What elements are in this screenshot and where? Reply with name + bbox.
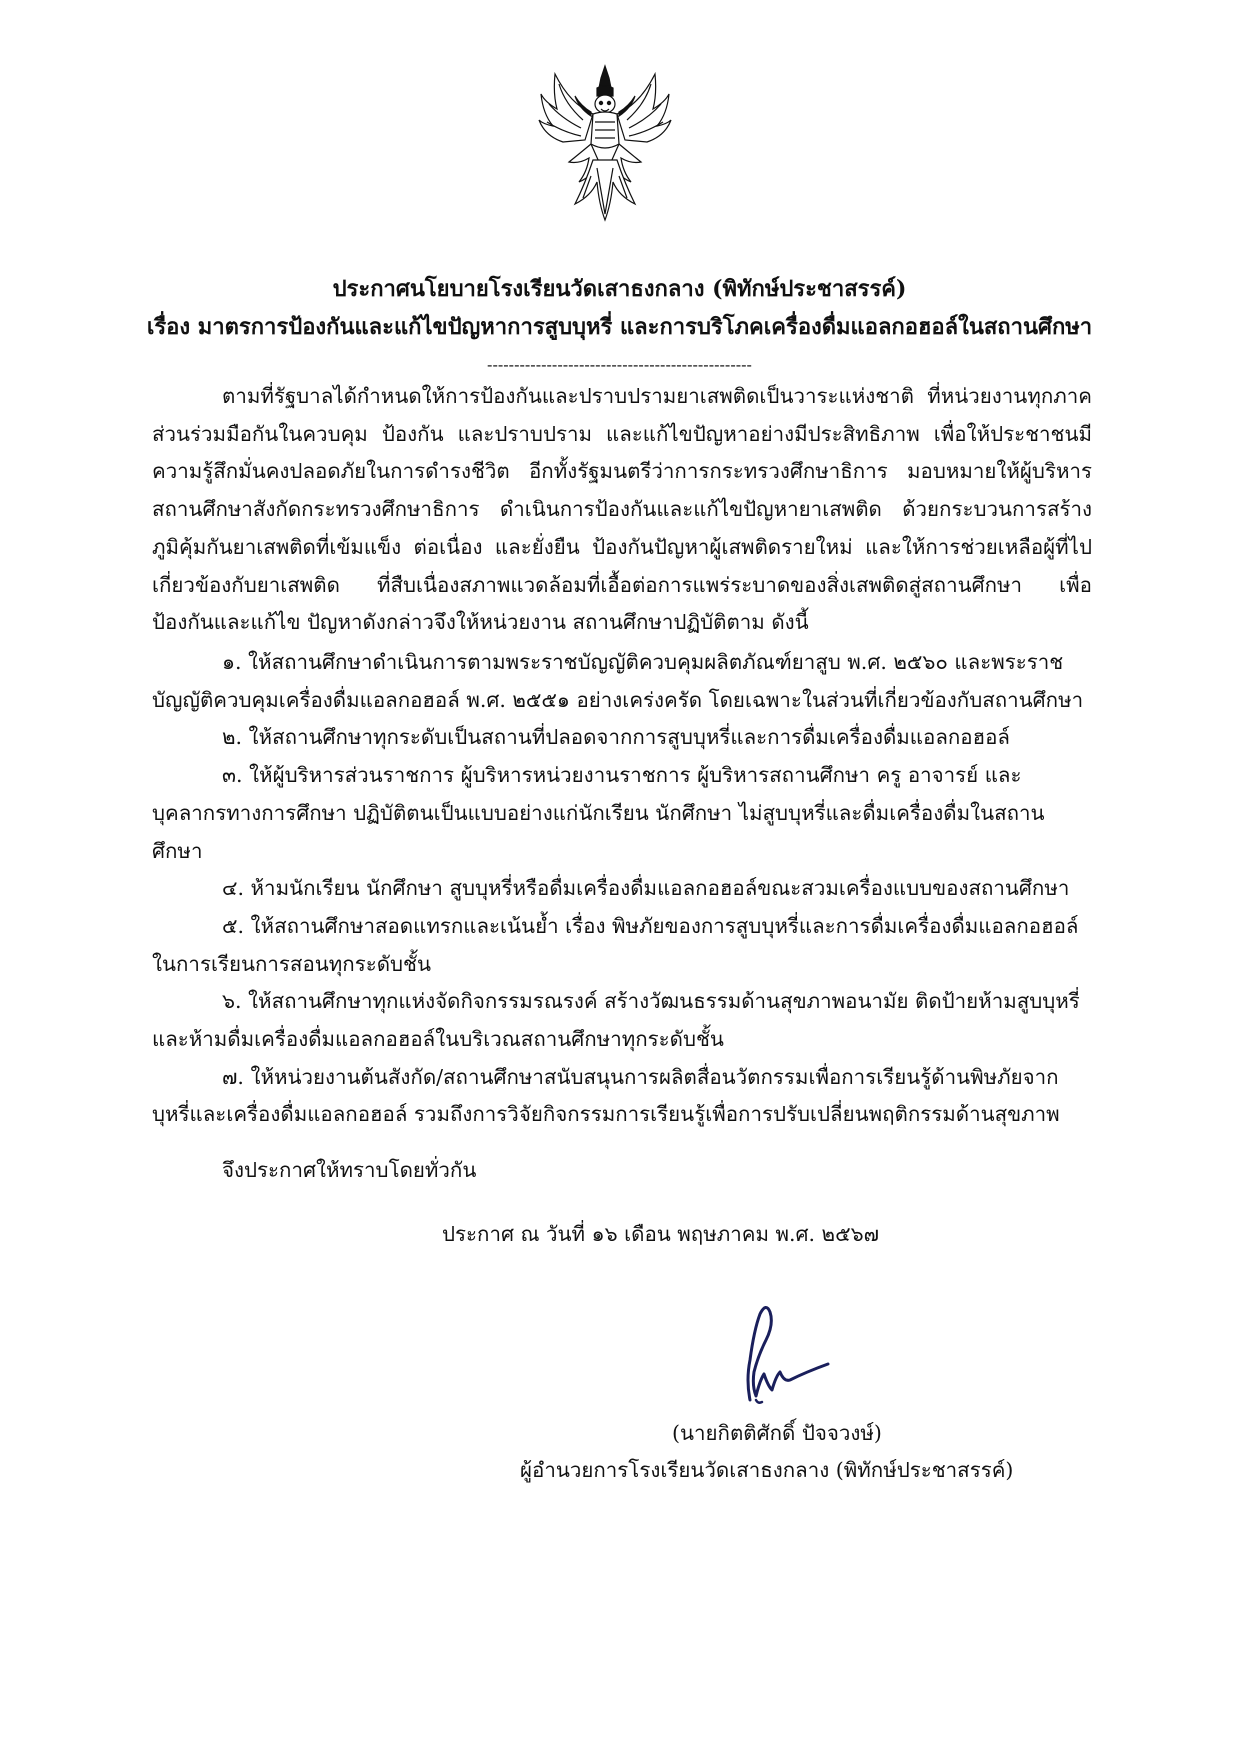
measures-list bbox=[152, 644, 1092, 1134]
signature-image bbox=[720, 1300, 840, 1410]
list-item: ๗. ให้หน่วยงานต้นสังกัด/สถานศึกษาสนับสนุนการผลิตสื่อนวัตกรรมเพื่อการเรียนรู้ด้านพิษภัยจากบุหรี่และเครื่องดื่มแอลกอฮอล์ รวมถึงการวิจัยกิจกรรมการเรียนรู้เพื่อการปรับเปลี่ยนพฤติกรรมด้านสุขภาพ bbox=[152, 1064, 1060, 1127]
intro-text: ตามที่รัฐบาลได้กำหนดให้การป้องกันและปราบปรามยาเสพติดเป็นวาระแห่งชาติ ที่หน่วยงานทุกภาคส่วนร่วมมือกันในควบคุม ป้องกัน และปราบปราม และแก้ไขปัญหาอย่างมีประสิทธิภาพ เพื่อให้ประชาชนมีความรู้สึกมั่นคงปลอดภัยในการดำรงชีวิต อีกทั้งรัฐมนตรีว่าการกระทรวงศึกษาธิการ มอบหมายให้ผู้บริหารสถานศึกษาสังกัดกระทรวงศึกษาธิการ ดำเนินการป้องกันและแก้ไขปัญหายาเสพติด ด้วยกระบวนการสร้างภูมิคุ้มกันยาเสพติดที่เข้มแข็ง ต่อเนื่อง และยั่งยืน ป้องกันปัญหาผู้เสพติดรายใหม่ และให้การช่วยเหลือผู้ที่ไปเกี่ยวข้องกับยาเสพติด ที่สืบเนื่องสภาพแวดล้อมที่เอื้อต่อการแพร่ระบาดของสิ่งเสพติดสู่สถานศึกษา เพื่อป้องกันและแก้ไข ปัญหาดังกล่าวจึงให้หน่วยงาน สถานศึกษาปฏิบัติตาม ดังนี้ bbox=[152, 384, 1092, 635]
signatory-name: (นายกิตติศักดิ์ ปัจจวงษ์) bbox=[672, 1421, 882, 1445]
closing-statement: จึงประกาศให้ทราบโดยทั่วกัน bbox=[222, 1158, 477, 1182]
list-item: ๓. ให้ผู้บริหารส่วนราชการ ผู้บริหารหน่วยงานราชการ ผู้บริหารสถานศึกษา ครู อาจารย์ และบุคลากรทางการศึกษา ปฏิบัติตนเป็นแบบอย่างแก่นักเรียน นักศึกษา ไม่สูบบุหรี่และดื่มเครื่องดื่มในสถานศึกษา bbox=[152, 763, 1045, 863]
list-item: ๖. ให้สถานศึกษาทุกแห่งจัดกิจกรรมรณรงค์ สร้างวัฒนธรรมด้านสุขภาพอนามัย ติดป้ายห้ามสูบบุหรี่และห้ามดื่มเครื่องดื่มแอลกอฮอล์ในบริเวณสถานศึกษาทุกระดับชั้น bbox=[152, 989, 1080, 1052]
list-item: ๕. ให้สถานศึกษาสอดแทรกและเน้นย้ำ เรื่อง พิษภัยของการสูบบุหรี่และการดื่มเครื่องดื่มแอลกอฮอล์ในการเรียนการสอนทุกระดับชั้น bbox=[152, 913, 1079, 976]
intro-paragraph bbox=[152, 378, 1092, 642]
announcement-date: ประกาศ ณ วันที่ ๑๖ เดือน พฤษภาคม พ.ศ. ๒๕๖๗ bbox=[442, 1222, 880, 1246]
list-item: ๔. ห้ามนักเรียน นักศึกษา สูบบุหรี่หรือดื่มเครื่องดื่มแอลกอฮอล์ขณะสวมเครื่องแบบของสถานศึกษา bbox=[222, 876, 1070, 901]
announcement-subject: เรื่อง มาตรการป้องกันและแก้ไขปัญหาการสูบบุหรี่ และการบริโภคเครื่องดื่มแอลกอฮอล์ในสถานศึกษา bbox=[146, 314, 1093, 340]
signatory-position: ผู้อำนวยการโรงเรียนวัดเสาธงกลาง (พิทักษ์ประชาสรรค์) bbox=[520, 1458, 1014, 1482]
list-item: ๒. ให้สถานศึกษาทุกระดับเป็นสถานที่ปลอดจากการสูบบุหรี่และการดื่มเครื่องดื่มแอลกอฮอล์ bbox=[222, 725, 1010, 750]
garuda-emblem-icon bbox=[535, 64, 675, 224]
list-item: ๑. ให้สถานศึกษาดำเนินการตามพระราชบัญญัติควบคุมผลิตภัณฑ์ยาสูบ พ.ศ. ๒๕๖๐ และพระราชบัญญัติควบคุมเครื่องดื่มแอลกอฮอล์ พ.ศ. ๒๕๕๑ อย่างเคร่งครัด โดยเฉพาะในส่วนที่เกี่ยวข้องกับสถานศึกษา bbox=[152, 650, 1084, 712]
title-separator: ------------------------------------------------- bbox=[487, 355, 752, 374]
announcement-title: ประกาศนโยบายโรงเรียนวัดเสาธงกลาง (พิทักษ์ประชาสรรค์) bbox=[332, 276, 907, 302]
